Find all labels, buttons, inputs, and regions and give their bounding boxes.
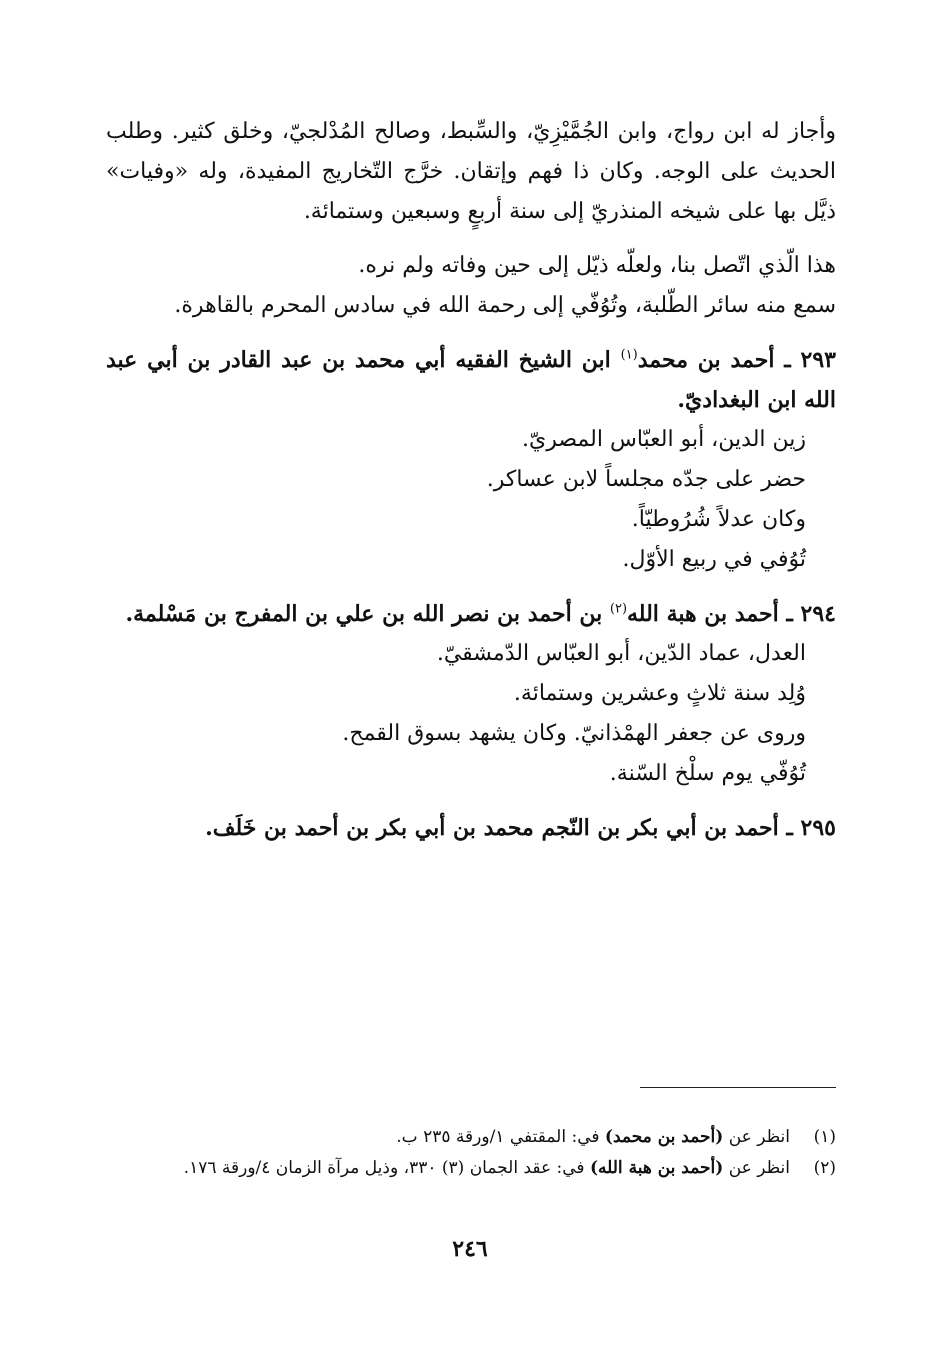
footnote-mark-1[interactable]: (١) — [620, 347, 638, 363]
entry-293-line: زين الدين، أبو العبّاس المصريّ. — [522, 427, 806, 452]
footnote-2-number: (٢) — [813, 1158, 836, 1178]
paragraph-death: سمع منه سائر الطّلبة، وتُوُفّي إلى رحمة الله في سادس المحرم بالقاهرة. — [174, 293, 836, 318]
entry-294-line: وُلِد سنة ثلاثٍ وعشرين وستمائة. — [513, 681, 806, 706]
entry-294-heading — [106, 594, 836, 634]
footnote-1-subject: (أحمد بن محمد) — [604, 1127, 724, 1147]
entry-293-lineage: ابن الشيخ الفقيه أبي محمد بن عبد القادر بن أبي عبد الله ابن البغداديّ. — [106, 347, 836, 413]
footnote-mark-2[interactable]: (٢) — [609, 601, 628, 617]
footnote-1-source: في: المقتفي ١/ورقة ٢٣٥ ب. — [396, 1127, 605, 1147]
footnote-2-pre: انظر عن — [723, 1158, 790, 1178]
entry-294-lineage: بن أحمد بن نصر الله بن علي بن المفرج بن مَسْلمة. — [125, 601, 610, 627]
footnote-2-source: في: عقد الجمان (٣) ٣٣٠، وذيل مرآة الزمان ٤/ورقة ١٧٦. — [183, 1158, 590, 1178]
footnotes — [106, 1124, 836, 1186]
entry-293-heading — [106, 340, 836, 420]
entry-294-name: ٢٩٤ ـ أحمد بن هبة الله — [627, 601, 836, 627]
entry-294-line: وروى عن جعفر الهمْذانيّ. وكان يشهد بسوق القمح. — [342, 721, 806, 746]
footnote-1-number: (١) — [813, 1127, 836, 1147]
footnote-divider — [640, 1087, 836, 1088]
footnote-2 — [106, 1155, 836, 1182]
paragraph-ijaza: وأجاز له ابن رواج، وابن الجُمَّيْزِيّ، والسِّبط، وصالح المُدْلجيّ، وخلق كثير. وطلب الحديث على الوجه. وكان ذا فهم وإتقان. خرَّج التّخاريج المفيدة، وله «وفيات» ذيَّل بها على شيخه المنذريّ إلى سنة أربعٍ وسبعين وستمائة. — [106, 119, 836, 224]
entry-294-line: تُوُفّي يوم سلْخ السّنة. — [609, 761, 806, 786]
paragraph-ittasala: هذا الّذي اتّصل بنا، ولعلّه ذيّل إلى حين وفاته ولم نره. — [358, 253, 836, 278]
main-text — [106, 112, 836, 848]
entry-295-heading: ٢٩٥ ـ أحمد بن أبي بكر بن النّجم محمد بن أبي بكر بن أحمد بن خَلَف. — [205, 815, 836, 841]
footnote-2-subject: (أحمد بن هبة الله) — [589, 1158, 724, 1178]
entry-293-line: تُوُفي في ربيع الأوّل. — [622, 547, 806, 572]
entry-293-line: وكان عدلاً شُرُوطيّاً. — [631, 507, 806, 532]
page-number: ٢٤٦ — [452, 1236, 488, 1262]
footnote-1 — [106, 1124, 836, 1151]
entry-294-line: العدل، عماد الدّين، أبو العبّاس الدّمشقيّ. — [436, 641, 806, 666]
footnote-1-pre: انظر عن — [723, 1127, 790, 1147]
entry-293-name: ٢٩٣ ـ أحمد بن محمد — [637, 347, 836, 373]
entry-293-line: حضر على جدّه مجلساً لابن عساكر. — [486, 467, 806, 492]
